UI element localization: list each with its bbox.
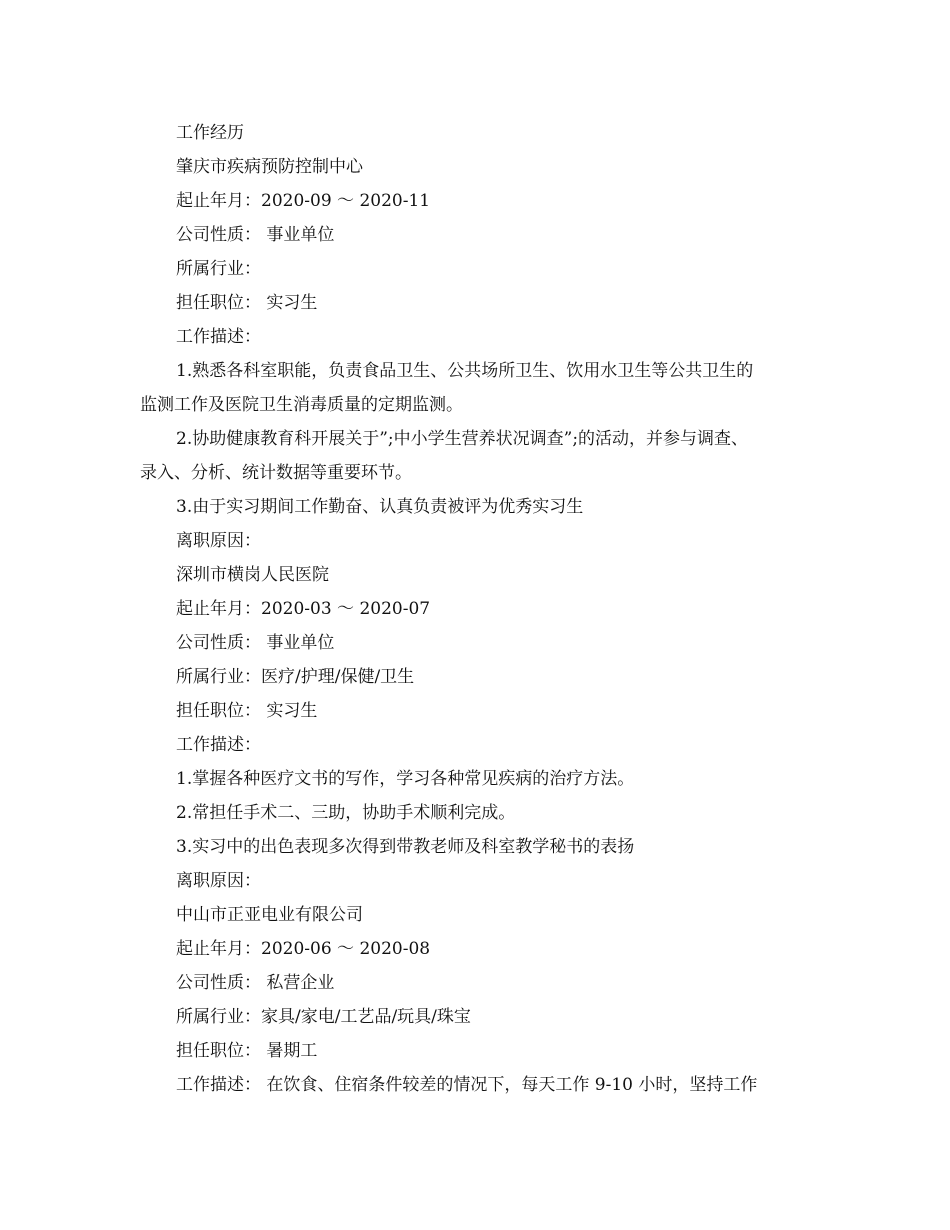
line-16: 公司性质： 事业单位: [176, 633, 335, 653]
line-26: 公司性质： 私营企业: [176, 973, 335, 993]
line-02: 肇庆市疾病预防控制中心: [176, 157, 363, 177]
line-14: 深圳市横岗人民医院: [176, 565, 329, 585]
line-13: 离职原因：: [176, 531, 261, 551]
line-09: 监测工作及医院卫生消毒质量的定期监测。: [140, 395, 463, 415]
line-17: 所属行业：医疗/护理/保健/卫生: [176, 667, 415, 687]
line-29: 工作描述： 在饮食、住宿条件较差的情况下，每天工作 9-10 小时，坚持工作: [176, 1075, 758, 1095]
line-15: 起止年月：2020-03 ～ 2020-07: [176, 599, 431, 619]
document-body: [140, 116, 830, 1102]
line-12: 3.由于实习期间工作勤奋、认真负责被评为优秀实习生: [176, 497, 584, 517]
line-05: 所属行业：: [176, 259, 261, 279]
line-07: 工作描述：: [176, 327, 261, 347]
line-19: 工作描述：: [176, 735, 261, 755]
line-23: 离职原因：: [176, 871, 261, 891]
line-04: 公司性质： 事业单位: [176, 225, 335, 245]
line-21: 2.常担任手术二、三助，协助手术顺利完成。: [176, 803, 516, 823]
line-03: 起止年月：2020-09 ～ 2020-11: [176, 191, 431, 211]
line-24: 中山市正亚电业有限公司: [176, 905, 363, 925]
line-06: 担任职位： 实习生: [176, 293, 318, 313]
line-01: 工作经历: [176, 123, 244, 143]
line-27: 所属行业：家具/家电/工艺品/玩具/珠宝: [176, 1007, 471, 1027]
line-25: 起止年月：2020-06 ～ 2020-08: [176, 939, 431, 959]
line-08: 1.熟悉各科室职能，负责食品卫生、公共场所卫生、饮用水卫生等公共卫生的: [176, 361, 754, 381]
line-20: 1.掌握各种医疗文书的写作，学习各种常见疾病的治疗方法。: [176, 769, 635, 789]
line-28: 担任职位： 暑期工: [176, 1041, 318, 1061]
line-18: 担任职位： 实习生: [176, 701, 318, 721]
line-11: 录入、分析、统计数据等重要环节。: [140, 463, 412, 483]
line-10: 2.协助健康教育科开展关于”;中小学生营养状况调查”;的活动，并参与调查、: [176, 429, 749, 449]
line-22: 3.实习中的出色表现多次得到带教老师及科室教学秘书的表扬: [176, 837, 635, 857]
